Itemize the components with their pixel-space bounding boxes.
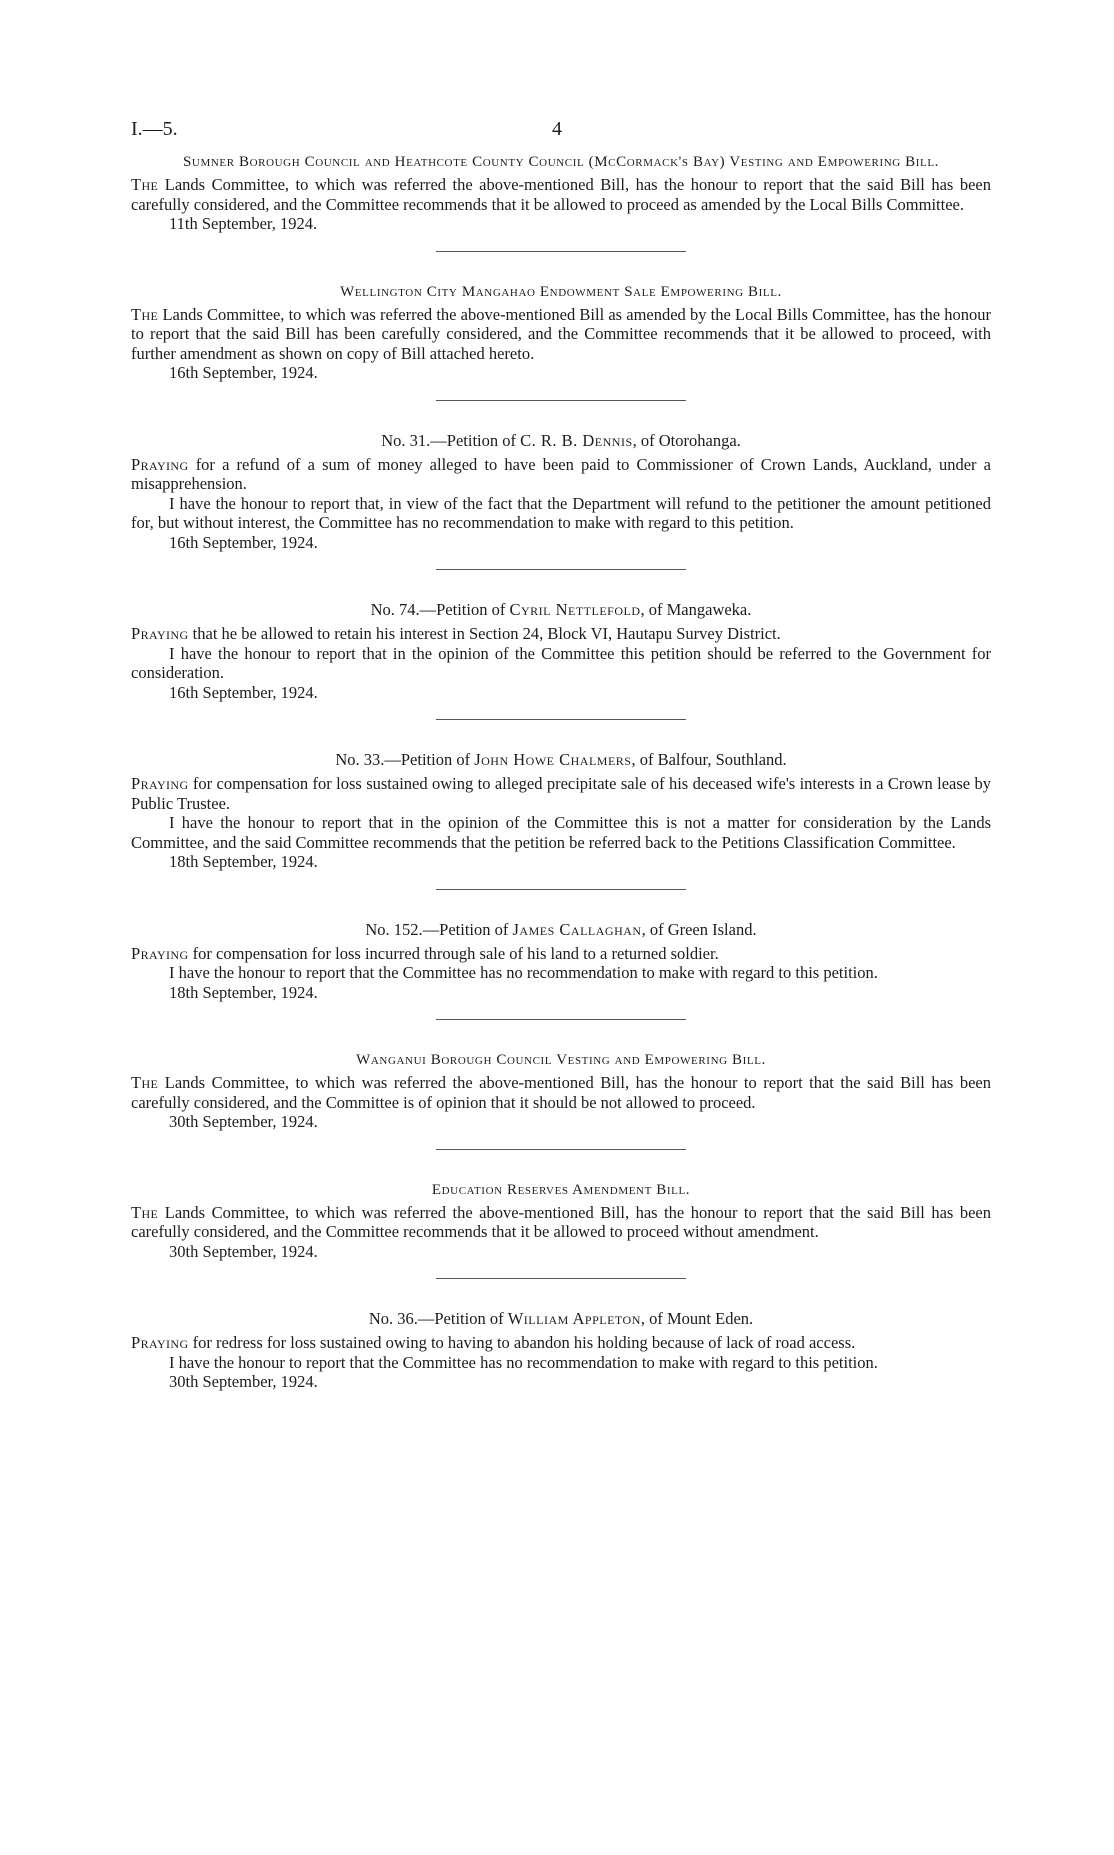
lead-word: Praying [131,624,189,643]
report-date: 16th September, 1924. [169,532,318,552]
section-divider [436,251,686,252]
report-body: Lands Committee, to which was referred the above-mentioned Bill, has the honour to report that the said Bill has been carefully considered, and the Committee recommends that it be allowed to proceed without amendment. [131,1202,991,1241]
bill-report-text [131,175,991,214]
lead-word: The [131,1073,159,1092]
section-divider [436,569,686,570]
report-body: Lands Committee, to which was referred the above-mentioned Bill, has the honour to report that the said Bill has been carefully considered, and the Committee recommends that it be allowed to proceed as amended by the Local Bills Committee. [131,175,991,214]
petition-152 [131,920,991,1003]
bill-title: Wellington City Mangahao Endowment Sale Empowering Bill. [340,283,782,300]
lead-word: The [131,304,159,324]
petition-31 [131,431,991,553]
praying-text [131,1333,991,1353]
bill-title: Wanganui Borough Council Vesting and Empowering Bill. [356,1052,766,1068]
lead-word: Praying [131,1333,189,1352]
report-date: 11th September, 1924. [169,214,318,233]
petitioner-location: , of Mangaweka. [640,600,752,619]
report-date: 16th September, 1924. [169,363,318,382]
report-date: 16th September, 1924. [169,682,318,702]
petition-heading [131,600,991,620]
petitioner-name: William Appleton [507,1309,641,1328]
page-number: 4 [552,118,562,140]
bill-report-sumner [131,152,991,234]
report-text: I have the honour to report that the Committee has no recommendation to make with regard to this petition. [169,963,878,982]
bill-title: Education Reserves Amendment Bill. [431,1181,691,1198]
petitioner-name: C. R. B. Dennis [520,430,633,450]
bill-report-text [131,1073,991,1112]
report-body: Lands Committee, to which was referred the above-mentioned Bill as amended by the Local Bills Committee, has the honour to report that the said Bill has been carefully considered, and the Committee recommends that it be allowed to proceed, with further amendment as shown on copy of Bill attached hereto. [131,304,991,363]
bill-report-education [131,1180,991,1262]
praying-body: for compensation for loss incurred through sale of his land to a returned soldier. [188,943,719,963]
lead-word: Praying [131,454,189,474]
petition-heading [131,750,991,770]
petition-heading [131,1309,991,1329]
bill-report-wanganui [131,1050,991,1132]
petitioner-location: , of Green Island. [641,919,757,939]
section-divider [436,719,686,720]
lead-word: The [131,175,159,194]
lead-word: Praying [131,774,189,793]
report-text: I have the honour to report that, in view of the fact that the Department will refund to the petitioner the amount petitioned for, but without interest, the Committee has no recommendation to make with regard to this petition. [131,493,991,532]
report-date: 18th September, 1924. [169,852,318,871]
petition-heading [131,431,991,451]
praying-text [131,944,991,964]
petition-33 [131,750,991,872]
praying-text [131,774,991,813]
petitioner-name: John Howe Chalmers [474,750,632,769]
petition-number: No. 152.—Petition of [365,919,513,939]
section-divider [436,1278,686,1279]
bill-report-text [131,1203,991,1242]
praying-text [131,624,991,644]
page-reference: I.—5. [131,118,178,140]
section-divider [436,889,686,890]
report-date: 30th September, 1924. [169,1112,318,1131]
petitioner-location: , of Balfour, Southland. [631,750,787,769]
report-body: Lands Committee, to which was referred the above-mentioned Bill, has the honour to report that the said Bill has been carefully considered, and the Committee is of opinion that it should be not allowed to proceed. [131,1073,991,1112]
report-text: I have the honour to report that in the opinion of the Committee this is not a matter for consideration by the Lands Committee, and the said Committee recommends that the petition be referred back to the Petitions Classification Committee. [131,813,991,852]
bill-title: Sumner Borough Council and Heathcote County Council (McCormack's Bay) Vesting and Empowering Bill. [182,154,940,170]
report-date: 18th September, 1924. [169,982,318,1002]
praying-body: for redress for loss sustained owing to having to abandon his holding because of lack of road access. [188,1333,856,1352]
report-date: 30th September, 1924. [169,1241,318,1261]
petitioner-location: , of Mount Eden. [640,1309,754,1328]
section-divider [436,400,686,401]
report-text: I have the honour to report that the Committee has no recommendation to make with regard to this petition. [169,1352,878,1372]
page-header [131,118,991,152]
document-page [131,118,991,1392]
petition-number: No. 31.—Petition of [381,430,521,450]
praying-body: for a refund of a sum of money alleged to have been paid to Commissioner of Crown Lands, Auckland, under a misapprehension. [131,454,991,493]
petition-heading [131,920,991,940]
petitioner-location: , of Otorohanga. [632,430,741,450]
praying-body: that he be allowed to retain his interest in Section 24, Block VI, Hautapu Survey District. [188,624,781,643]
bill-report-wellington [131,282,991,383]
section-divider [436,1149,686,1150]
petition-74 [131,600,991,702]
petitioner-name: Cyril Nettlefold [509,600,641,619]
bill-report-text [131,305,991,364]
section-divider [436,1019,686,1020]
petition-number: No. 33.—Petition of [335,750,475,769]
lead-word: The [131,1202,159,1222]
lead-word: Praying [131,943,189,963]
report-text: I have the honour to report that in the opinion of the Committee this petition should be referred to the Government for consideration. [131,643,991,682]
petition-36 [131,1309,991,1392]
praying-body: for compensation for loss sustained owing to alleged precipitate sale of his deceased wife's interests in a Crown lease by Public Trustee. [131,774,991,813]
petition-number: No. 74.—Petition of [370,600,510,619]
praying-text [131,455,991,494]
report-date: 30th September, 1924. [169,1372,318,1391]
petition-number: No. 36.—Petition of [368,1309,508,1328]
petitioner-name: James Callaghan [512,919,642,939]
